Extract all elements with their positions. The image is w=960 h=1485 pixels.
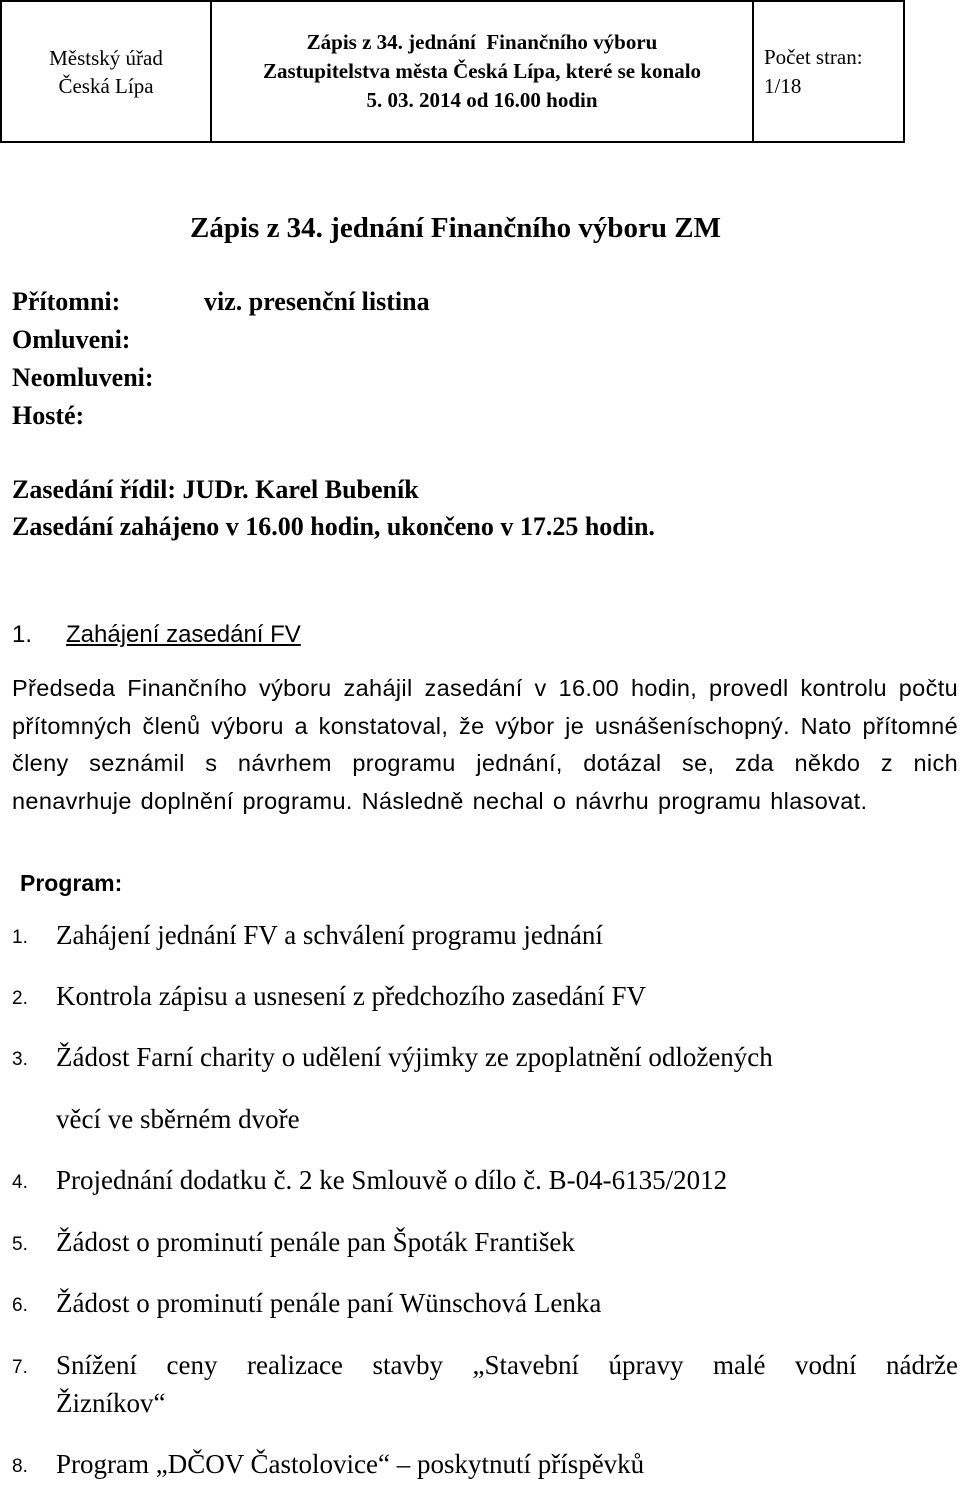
header-title — [211, 1, 753, 142]
program-label: Program: — [20, 870, 123, 896]
program-item-continuation: Žizníkov“ — [56, 1388, 166, 1418]
session-time: Zasedání zahájeno v 16.00 hodin, ukončeno v 17.25 hodin. — [12, 512, 655, 541]
program-item-number: 4. — [12, 1172, 28, 1193]
office-line-2: Česká Lípa — [58, 73, 154, 98]
program-item-number: 3. — [12, 1049, 28, 1070]
program-item-text: Žádost o prominutí penále paní Wünschová Lenka — [56, 1288, 602, 1318]
office-line-1: Městský úřad — [49, 45, 163, 70]
page-count-value: 1/18 — [764, 73, 802, 98]
program-item-text: Žádost Farní charity o udělení výjimky ze zpoplatnění odložených — [56, 1042, 773, 1072]
program-item-number: 5. — [12, 1234, 28, 1255]
program-item-text: Žádost o prominutí penále pan Špoták František — [56, 1227, 575, 1257]
program-item-text: Kontrola zápisu a usnesení z předchozího zasedání FV — [56, 981, 647, 1011]
section-paragraph: Předseda Finančního výboru zahájil zasedání v 16.00 hodin, provedl kontrolu počtu přítomných členů výboru a konstatoval, že výbor je usnášeníschopný. Nato přítomné členy seznámil s návrhem programu jednání, dotázal se, zda někdo z nich nenavrhuje doplnění programu. Následně nechal o návrhu programu hlasovat. — [12, 675, 958, 814]
program-item-text: Program „DČOV Častolovice“ – poskytnutí příspěvků — [56, 1449, 645, 1479]
chaired-by: Zasedání řídil: JUDr. Karel Bubeník — [12, 475, 419, 504]
program-item-text: Zahájení jednání FV a schválení programu jednání — [56, 920, 603, 950]
program-item-number: 1. — [12, 927, 28, 948]
header-office — [1, 1, 211, 142]
program-item-text: Projednání dodatku č. 2 ke Smlouvě o dílo č. B-04-6135/2012 — [56, 1165, 728, 1195]
header-page-count — [753, 1, 904, 142]
program-item-continuation: věcí ve sběrném dvoře — [56, 1104, 300, 1134]
section-title: Zahájení zasedání FV — [66, 621, 301, 648]
page-count-label: Počet stran: — [764, 44, 863, 69]
guests-label: Hosté: — [12, 401, 85, 430]
header-title-line-3: 5. 03. 2014 od 16.00 hodin — [366, 88, 598, 112]
program-item-number: 6. — [12, 1295, 28, 1316]
present-label: Přítomni: — [12, 287, 121, 316]
document-title: Zápis z 34. jednání Finančního výboru ZM — [190, 212, 721, 244]
program-item-number: 8. — [12, 1456, 28, 1477]
header-title-line-2: Zastupitelstva města Česká Lípa, které se konalo — [262, 59, 702, 83]
excused-label: Omluveni: — [12, 325, 131, 354]
program-item-number: 2. — [12, 988, 28, 1009]
section-number: 1. — [12, 621, 33, 648]
unexcused-label: Neomluveni: — [12, 363, 154, 392]
present-value: viz. presenční listina — [204, 287, 430, 316]
header-title-line-1: Zápis z 34. jednání Finančního výboru — [306, 30, 658, 54]
program-item-number: 7. — [12, 1357, 28, 1378]
document-header — [0, 0, 905, 143]
program-item-text: Snížení ceny realizace stavby „Stavební úpravy malé vodní nádrže — [56, 1350, 958, 1380]
